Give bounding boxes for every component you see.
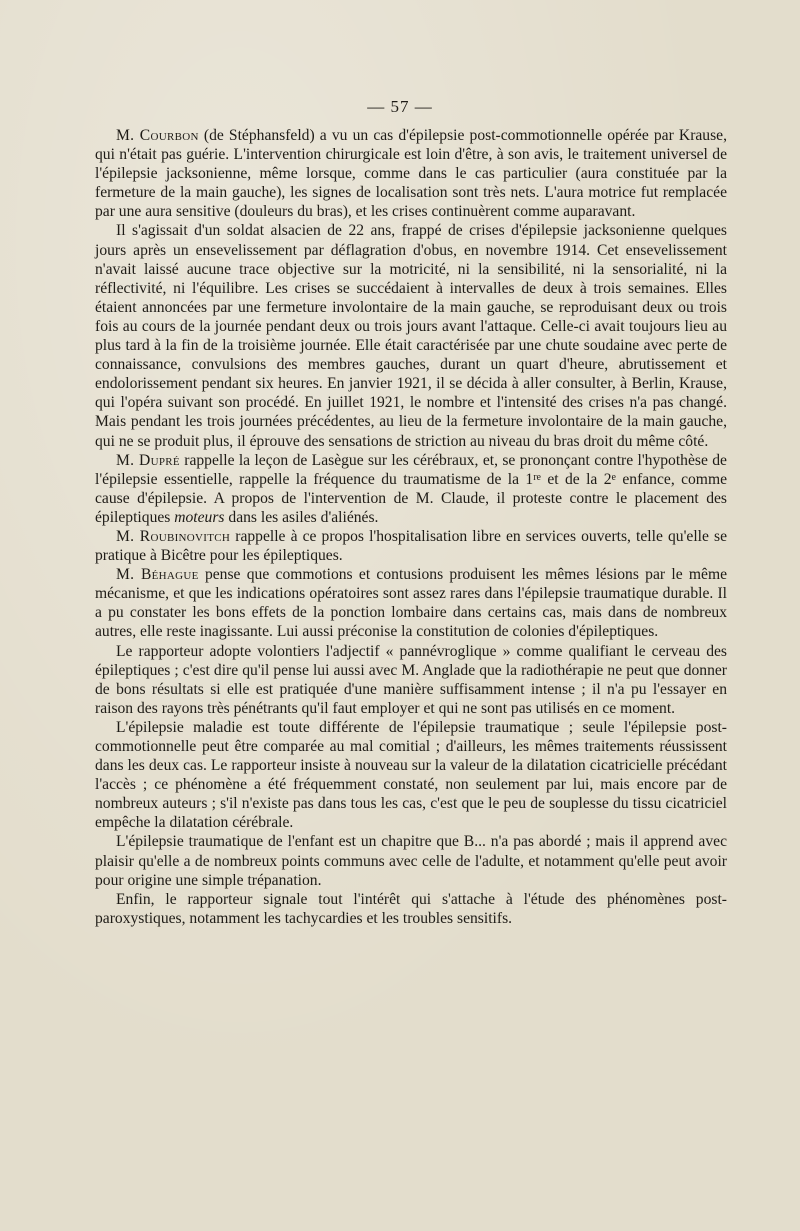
speaker-name: M. Dupré — [116, 451, 180, 469]
paragraph-text: Le rapporteur adopte volontiers l'adjectif « pannévroglique » comme qualifiant le cerveau des épileptiques ; c'est dire qu'il pense lui aussi avec M. Anglade que la radiothérapie ne peut que donner de bons résultats si elle est pratiquée d'une manière suffisamment intense ; il n'a pu l'essayer en raison des rayons très pénétrants qu'il faut employer et qui ne sont pas utilisés en ce moment. — [95, 642, 727, 717]
speaker-name: M. Béhague — [116, 566, 199, 584]
paragraph-roubinovitch — [95, 527, 727, 565]
body-text — [95, 126, 727, 928]
paragraph-dupre — [95, 451, 727, 527]
paragraph-text: enfance, comme cause d'épilepsie. A propos de l'intervention de M. Claude, il proteste contre le placement des épileptiques — [95, 470, 727, 526]
paragraph-text: L'épilepsie traumatique de l'enfant est un chapitre que B... n'a pas abordé ; mais il apprend avec plaisir qu'elle a de nombreux points communs avec celle de l'adulte, et notamment qu'elle peut avoir pour origine une simple trépanation. — [95, 833, 727, 889]
paragraph-text: dans les asiles d'aliénés. — [224, 508, 379, 526]
page-number: — 57 — — [367, 97, 433, 116]
paragraph-rapporteur-adjective — [95, 642, 727, 718]
paragraph-epilepsy-comparison — [95, 718, 727, 833]
paragraph-case-description — [95, 221, 727, 450]
speaker-name: M. Courbon — [116, 127, 199, 144]
paragraph-text: Enfin, le rapporteur signale tout l'intérêt qui s'attache à l'étude des phénomènes post-paroxystiques, notamment les tachycardies et les troubles sensitifs. — [95, 890, 727, 927]
paragraph-text: L'épilepsie maladie est toute différente de l'épilepsie traumatique ; seule l'épilepsie post-commotionnelle peut être comparée au mal comitial ; d'ailleurs, les mêmes traitements réussissent dans les deux cas. Le rapporteur insiste à nouveau sur la valeur de la dilatation cicatricielle précédant l'accès ; ce phénomène a été fréquemment constaté, non seulement par lui, mais encore par de nombreux auteurs ; s'il n'existe pas dans tous les cas, c'est que le peu de souplesse du tissu cicatriciel empêche la dilatation cérébrale. — [95, 718, 727, 832]
paragraph-courbon — [95, 126, 727, 221]
superscript: re — [533, 471, 541, 483]
paragraph-text: rappelle à ce propos l'hospitalisation libre en services ouverts, telle qu'elle se pratique à Bicêtre pour les épileptiques. — [95, 527, 727, 565]
paragraph-text: (de Stéphansfeld) a vu un cas d'épilepsie post-commotionnelle opérée par Krause, qui n'était pas guérie. L'intervention chirurgicale est loin d'être, à son avis, le traitement universel de l'épilepsie jacksonienne, même lorsque, comme dans le cas particulier (aura constituée par la fermeture de la main gauche), les signes de localisation sont très nets. L'aura motrice fut remplacée par une aura sensitive (douleurs du bras), et les crises continuèrent comme auparavant. — [95, 127, 727, 221]
paragraph-behague — [95, 565, 727, 641]
paragraph-text: Il s'agissait d'un soldat alsacien de 22 ans, frappé de crises d'épilepsie jacksonienne quelques jours après un ensevelissement par déflagration d'obus, en novembre 1914. Cet ensevelissement n'avait laissé aucune trace objective sur la motricité, ni la sensibilité, ni la sensorialité, ni la réflectivité, ni l'équilibre. Les crises se succédaient à intervalles de deux à trois semaines. Elles étaient annoncées par une fermeture involontaire de la main gauche, se reproduisant deux ou trois fois au cours de la journée pendant deux ou trois jours avant l'attaque. Celle-ci avait toujours lieu au plus tard à la fin de la troisième journée. Elle était caractérisée par une chute soudaine avec perte de connaissance, convulsions des membres gauches, durant un quart d'heure, abrutissement et endolorissement pendant six heures. En janvier 1921, il se décida à aller consulter, à Berlin, Krause, qui l'opéra suivant son procédé. En juillet 1921, le nombre et l'intensité des crises n'a pas changé. Mais pendant les trois journées précédentes, au lieu de la fermeture involontaire de la main gauche, qui ne se produit plus, il éprouve des sensations de striction au niveau du bras droit du même côté. — [95, 222, 727, 450]
italic-term: moteurs — [174, 508, 225, 526]
paragraph-conclusion — [95, 890, 727, 928]
superscript: e — [611, 471, 616, 483]
paragraph-text: pense que commotions et contusions produisent les mêmes lésions par le même mécanisme, et que les indications opératoires sont assez rares dans l'épilepsie traumatique durable. Il a pu constater les bons effets de la ponction lombaire dans certains cas, mais dans de nombreux autres, elle reste inagissante. Lui aussi préconise la constitution de colonies d'épileptiques. — [95, 566, 727, 641]
paragraph-text: rappelle la leçon de Lasègue sur les cérébraux, et, se prononçant contre l'hypothèse de l'épilepsie essentielle, rappelle la fréquence du traumatisme de la 1 — [95, 451, 727, 488]
speaker-name: M. Roubinovitch — [116, 527, 231, 545]
paragraph-child-epilepsy — [95, 832, 727, 889]
paragraph-text: et de la 2 — [540, 470, 612, 488]
